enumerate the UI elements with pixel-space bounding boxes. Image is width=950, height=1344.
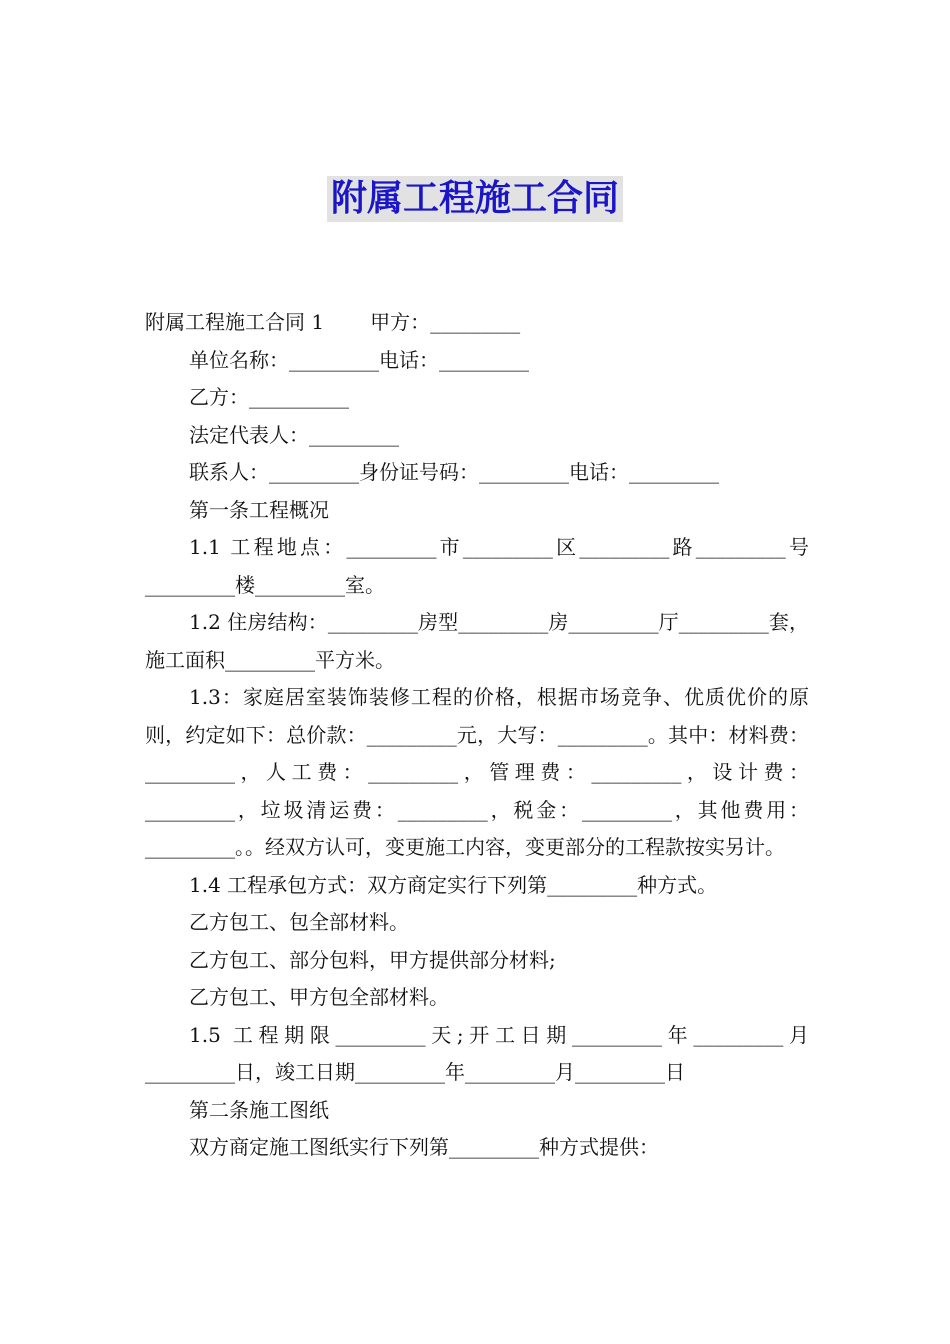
option-2: 乙方包工、部分包料，甲方提供部分材料; (189, 947, 556, 972)
legal-representative-line: 法定代表人：_________ (189, 422, 399, 447)
opening-line (145, 304, 809, 342)
clause-1-3: 1.3：家庭居室装饰装修工程的价格，根据市场竞争、优质优价的原则，约定如下：总价款：_________元，大写：_________。其中：材料费：_________，人工费：_________，管理费：_________，设计费：_________，垃圾清运费：_________，税金：_________，其他费用：_________。。经双方认可，变更施工内容，变更部分的工程款按实另计。 (145, 685, 809, 859)
article-2-text: 双方商定施工图纸实行下列第_________种方式提供： (189, 1135, 659, 1159)
contract-heading: 附属工程施工合同 1 (145, 310, 325, 334)
clause-1-1: 1.1 工程地点：_________市_________区_________路_________号_________楼_________室。 (145, 535, 809, 597)
party-b-line: 乙方：__________ (189, 385, 349, 409)
document-title-container (0, 176, 950, 222)
contact-person-line: 联系人：_________身份证号码：_________电话：_________ (189, 460, 719, 484)
option-1: 乙方包工、包全部材料。 (189, 910, 409, 934)
unit-name-phone-line: 单位名称：_________电话：_________ (189, 347, 529, 372)
clause-1-4: 1.4 工程承包方式：双方商定实行下列第_________种方式。 (189, 872, 718, 897)
document-title: 附属工程施工合同 (327, 176, 623, 222)
party-a-line: 甲方：_________ (370, 310, 521, 334)
clause-1-5: 1.5 工程期限_________天;开工日期_________年_________月_________日，竣工日期_________年_________月_________日 (145, 1022, 809, 1084)
article-2-heading: 第二条施工图纸 (189, 1097, 329, 1122)
article-1-heading: 第一条工程概况 (189, 497, 329, 522)
clause-1-2: 1.2 住房结构：_________房型_________房_________厅_________套，施工面积_________平方米。 (145, 610, 809, 672)
document-body (145, 304, 809, 1167)
option-3: 乙方包工、甲方包全部材料。 (189, 985, 449, 1009)
